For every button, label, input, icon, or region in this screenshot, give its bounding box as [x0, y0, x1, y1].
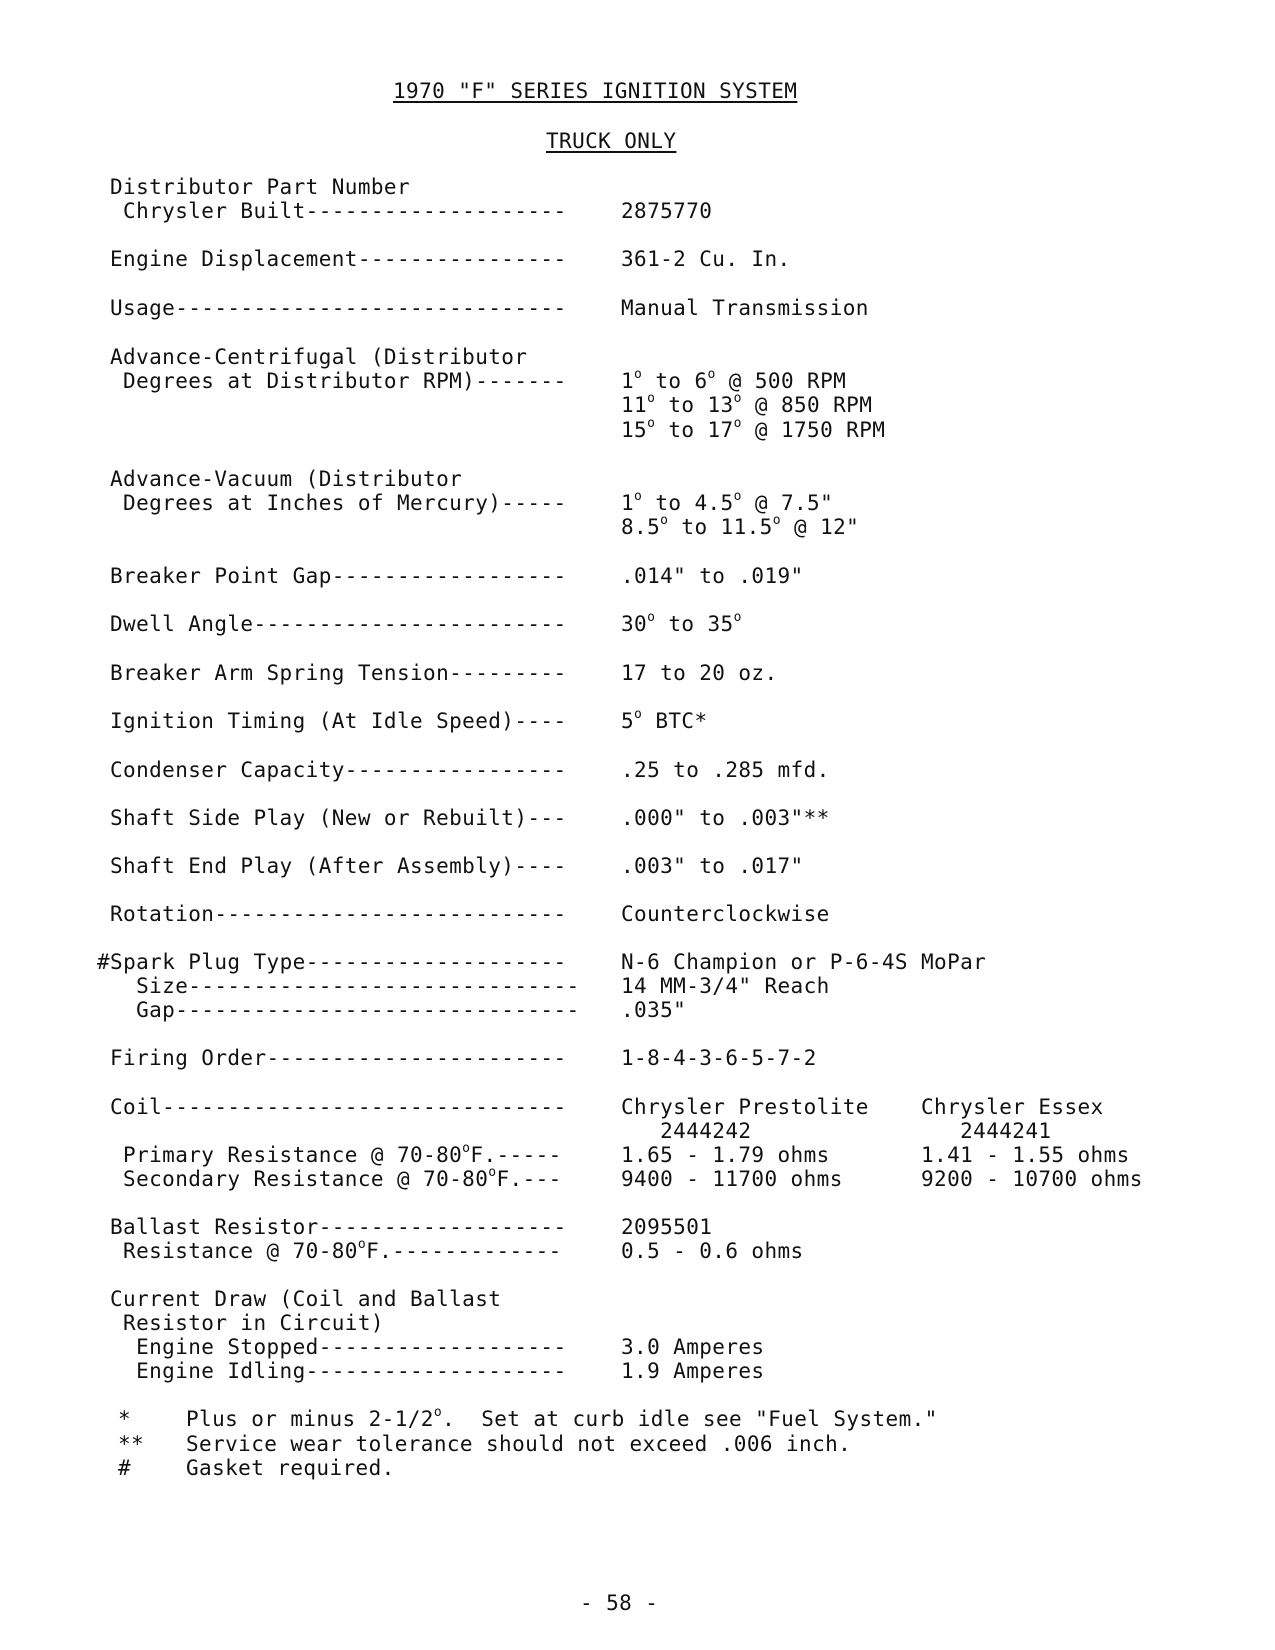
spec-value: 1$^o$ to 6$^o$ @ 500 RPM	[621, 367, 847, 393]
spec-value: N-6 Champion or P-6-4S MoPar	[621, 950, 987, 974]
spec-value: 9400 - 11700 ohms	[621, 1167, 843, 1191]
spec-value: 30$^o$ to 35$^o$	[621, 610, 742, 636]
spec-value: 8.5$^o$ to 11.5$^o$ @ 12"	[621, 513, 860, 539]
spec-value: 17 to 20 oz.	[621, 661, 778, 685]
spec-value: .014" to .019"	[621, 564, 804, 588]
spec-label: Rotation---------------------------	[110, 902, 567, 926]
spec-value-alt: Chrysler Essex	[921, 1095, 1104, 1119]
spec-value: .25 to .285 mfd.	[621, 758, 830, 782]
spec-label: Primary Resistance @ 70-80$^o$F.-----	[110, 1141, 562, 1167]
spec-label: Degrees at Inches of Mercury)-----	[110, 491, 567, 515]
spec-label: Engine Displacement----------------	[110, 247, 567, 271]
page-number: - 58 -	[580, 1591, 659, 1615]
spec-value: 2444242	[621, 1119, 752, 1143]
footnote-mark: #	[118, 1456, 132, 1480]
spec-value: 0.5 - 0.6 ohms	[621, 1239, 804, 1263]
spec-label: Dwell Angle------------------------	[110, 612, 567, 636]
page-subtitle: TRUCK ONLY	[546, 129, 677, 153]
spec-value-alt: 9200 - 10700 ohms	[921, 1167, 1143, 1191]
spec-value: .035"	[621, 998, 687, 1022]
spec-value: .003" to .017"	[621, 854, 804, 878]
footnote-text: Plus or minus 2-1/2$^o$. Set at curb idle see "Fuel System."	[186, 1405, 938, 1431]
spec-value: 1$^o$ to 4.5$^o$ @ 7.5"	[621, 489, 834, 515]
spec-label: Advance-Vacuum (Distributor	[110, 467, 463, 491]
spec-label: Gap-------------------------------	[110, 998, 580, 1022]
spec-label: Shaft Side Play (New or Rebuilt)---	[110, 806, 567, 830]
footnote-mark: **	[118, 1432, 145, 1456]
spec-label: Engine Idling--------------------	[110, 1359, 567, 1383]
spec-value: 1.65 - 1.79 ohms	[621, 1143, 830, 1167]
spec-label: Usage------------------------------	[110, 296, 567, 320]
spec-label: Firing Order-----------------------	[110, 1046, 567, 1070]
spec-value: 1-8-4-3-6-5-7-2	[621, 1046, 817, 1070]
spec-label: Resistor in Circuit)	[110, 1311, 384, 1335]
footnote-text: Gasket required.	[186, 1456, 395, 1480]
spec-value: 5$^o$ BTC*	[621, 707, 708, 733]
spec-label: Distributor Part Number	[110, 175, 410, 199]
spec-label: Degrees at Distributor RPM)-------	[110, 369, 567, 393]
spec-value: 15$^o$ to 17$^o$ @ 1750 RPM	[621, 416, 886, 442]
spec-value: Counterclockwise	[621, 902, 830, 926]
page-title: 1970 "F" SERIES IGNITION SYSTEM	[393, 79, 798, 103]
footnote-text: Service wear tolerance should not exceed .006 inch.	[186, 1432, 852, 1456]
spec-label: Current Draw (Coil and Ballast	[110, 1287, 502, 1311]
spec-value: Manual Transmission	[621, 296, 869, 320]
spec-label: Coil-------------------------------	[110, 1095, 567, 1119]
spec-label: Advance-Centrifugal (Distributor	[110, 345, 528, 369]
spec-label: #Spark Plug Type--------------------	[97, 950, 567, 974]
spec-value: 11$^o$ to 13$^o$ @ 850 RPM	[621, 391, 873, 417]
spec-value: .000" to .003"**	[621, 806, 830, 830]
spec-value: Chrysler Prestolite	[621, 1095, 869, 1119]
spec-label: Engine Stopped-------------------	[110, 1335, 567, 1359]
spec-value: 14 MM-3/4" Reach	[621, 974, 830, 998]
spec-label: Ignition Timing (At Idle Speed)----	[110, 709, 567, 733]
spec-label: Condenser Capacity-----------------	[110, 758, 567, 782]
spec-value: 361-2 Cu. In.	[621, 247, 791, 271]
spec-label: Chrysler Built--------------------	[110, 199, 567, 223]
footnote-mark: *	[118, 1407, 132, 1431]
spec-value: 2095501	[621, 1215, 713, 1239]
spec-label: Breaker Arm Spring Tension---------	[110, 661, 567, 685]
spec-value-alt: 2444241	[921, 1119, 1052, 1143]
spec-value: 2875770	[621, 199, 713, 223]
spec-label: Resistance @ 70-80$^o$F.-------------	[110, 1237, 562, 1263]
spec-value: 1.9 Amperes	[621, 1359, 765, 1383]
spec-label: Secondary Resistance @ 70-80$^o$F.---	[110, 1165, 562, 1191]
spec-value: 3.0 Amperes	[621, 1335, 765, 1359]
spec-label: Shaft End Play (After Assembly)----	[110, 854, 567, 878]
spec-value-alt: 1.41 - 1.55 ohms	[921, 1143, 1130, 1167]
spec-label: Ballast Resistor-------------------	[110, 1215, 567, 1239]
spec-label: Breaker Point Gap------------------	[110, 564, 567, 588]
spec-label: Size------------------------------	[110, 974, 580, 998]
